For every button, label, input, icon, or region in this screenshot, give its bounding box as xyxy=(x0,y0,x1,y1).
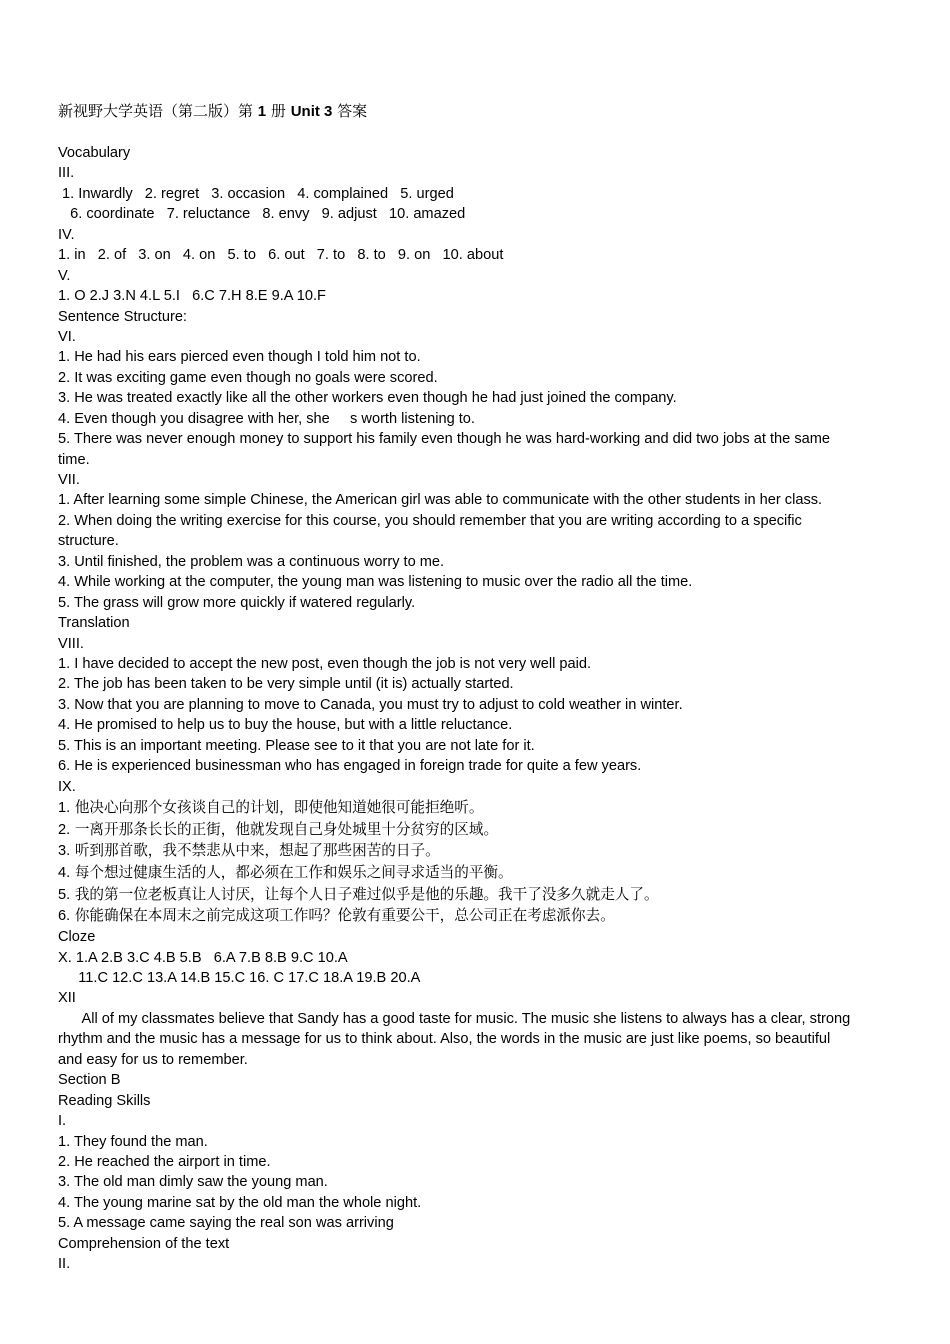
text-line: Reading Skills xyxy=(58,1092,151,1109)
text-line: rhythm and the music has a message for us to think about. Also, the words in the music are just like poems, so beautiful xyxy=(58,1031,831,1048)
text-line: IV. xyxy=(58,226,75,243)
chinese-text: 我的第一位老板真让人讨厌，让每个人日子难过似乎是他的乐趣。我干了没多久就走人了。 xyxy=(74,885,659,903)
text-line: 6. He is experienced businessman who has engaged in foreign trade for quite a few years. xyxy=(58,758,642,775)
text-line: 2. The job has been taken to be very simple until (it is) actually started. xyxy=(58,676,514,693)
title-part3: 答案 xyxy=(337,102,368,120)
text-line: 4. He promised to help us to buy the house, but with a little reluctance. xyxy=(58,717,513,734)
item-number: 4. xyxy=(58,865,71,882)
item-number: 5. xyxy=(58,886,71,903)
text-line: I. xyxy=(58,1113,67,1130)
text-line: 5. There was never enough money to support his family even though he was hard-working and did two jobs at the same xyxy=(58,431,831,448)
text-line: III. xyxy=(58,165,75,182)
answer-document xyxy=(58,98,888,1275)
text-line: 3. He was treated exactly like all the other workers even though he had just joined the company. xyxy=(58,390,677,407)
text-line: 3. The old man dimly saw the young man. xyxy=(58,1174,328,1191)
chinese-translation-line xyxy=(58,819,888,841)
text-line: and easy for us to remember. xyxy=(58,1051,248,1068)
text-line: Cloze xyxy=(58,929,96,946)
text-line: II. xyxy=(58,1256,71,1273)
text-line: VIII. xyxy=(58,635,84,652)
text-line: XII xyxy=(58,990,76,1007)
text-line: 3. Now that you are planning to move to Canada, you must try to adjust to cold weather in winter. xyxy=(58,696,683,713)
chinese-translation-line xyxy=(58,905,888,927)
text-line: 2. He reached the airport in time. xyxy=(58,1153,271,1170)
chinese-translation-line xyxy=(58,884,888,906)
text-line: 1. O 2.J 3.N 4.L 5.I 6.C 7.H 8.E 9.A 10.F xyxy=(58,288,326,305)
text-line: 4. Even though you disagree with her, she s worth listening to. xyxy=(58,410,475,427)
text-line: Vocabulary xyxy=(58,145,131,161)
text-line: 1. After learning some simple Chinese, the American girl was able to communicate with the other students in her class. xyxy=(58,492,823,509)
text-line: 1. in 2. of 3. on 4. on 5. to 6. out 7. to 8. to 9. on 10. about xyxy=(58,247,504,264)
chinese-text: 他决心向那个女孩谈自己的计划，即使他知道她很可能拒绝听。 xyxy=(74,799,484,816)
item-number: 1. xyxy=(58,800,71,816)
text-line: VI. xyxy=(58,328,76,345)
chinese-text: 一离开那条长长的正街，他就发现自己身处城里十分贫穷的区域。 xyxy=(74,820,499,838)
text-line: VII. xyxy=(58,472,80,488)
text-line: 1. I have decided to accept the new post, even though the job is not very well paid. xyxy=(58,655,592,672)
item-number: 6. xyxy=(58,908,71,925)
chinese-text: 听到那首歌，我不禁悲从中来，想起了那些困苦的日子。 xyxy=(74,842,440,860)
text-line: 2. When doing the writing exercise for this course, you should remember that you are writing according to a specific xyxy=(58,512,802,529)
text-line: 1. He had his ears pierced even though I told him not to. xyxy=(58,349,421,366)
text-line: 5. This is an important meeting. Please see to it that you are not late for it. xyxy=(58,737,535,754)
text-line: IX. xyxy=(58,778,76,795)
text-line: 4. The young marine sat by the old man the whole night. xyxy=(58,1194,422,1211)
title-unit: Unit 3 xyxy=(290,103,333,120)
text-line: structure. xyxy=(58,533,119,550)
title-part1: 新视野大学英语（第二版）第 xyxy=(58,102,254,120)
text-line: 5. The grass will grow more quickly if watered regularly. xyxy=(58,594,416,611)
document-title xyxy=(58,98,888,124)
text-line: 11.C 12.C 13.A 14.B 15.C 16. C 17.C 18.A 19.B 20.A xyxy=(58,970,421,986)
item-number: 2. xyxy=(58,821,71,838)
chinese-translation-line xyxy=(58,840,888,862)
text-line: 1. Inwardly 2. regret 3. occasion 4. complained 5. urged xyxy=(58,185,454,202)
text-line: Sentence Structure: xyxy=(58,308,187,325)
chinese-translation-line xyxy=(58,797,888,819)
text-line: 3. Until finished, the problem was a continuous worry to me. xyxy=(58,553,445,570)
text-line: All of my classmates believe that Sandy has a good taste for music. The music she listens to always has a clear, strong xyxy=(58,1010,851,1027)
text-line: X. 1.A 2.B 3.C 4.B 5.B 6.A 7.B 8.B 9.C 10.A xyxy=(58,949,348,966)
text-line: 5. A message came saying the real son was arriving xyxy=(58,1215,394,1232)
text-line: Section B xyxy=(58,1072,121,1089)
title-book-number: 1 xyxy=(257,103,267,120)
title-part2: 册 xyxy=(270,102,286,120)
text-line: Comprehension of the text xyxy=(58,1235,230,1252)
item-number: 3. xyxy=(58,843,71,860)
text-line: 2. It was exciting game even though no goals were scored. xyxy=(58,369,438,386)
text-line: V. xyxy=(58,267,71,284)
chinese-text: 你能确保在本周末之前完成这项工作吗？伦敦有重要公干，总公司正在考虑派你去。 xyxy=(74,907,615,925)
text-line: Translation xyxy=(58,615,130,632)
chinese-translation-line xyxy=(58,862,888,884)
text-line: time. xyxy=(58,451,90,468)
text-line: 6. coordinate 7. reluctance 8. envy 9. adjust 10. amazed xyxy=(58,206,466,223)
text-line: 1. They found the man. xyxy=(58,1133,208,1150)
answers-block-cloze-to-section-b xyxy=(58,927,888,1274)
answers-block-vocabulary-to-translation xyxy=(58,143,888,797)
answers-block-chinese-translation xyxy=(58,797,888,927)
text-line: 4. While working at the computer, the young man was listening to music over the radio all the time. xyxy=(58,574,693,591)
chinese-text: 每个想过健康生活的人，都必须在工作和娱乐之间寻求适当的平衡。 xyxy=(74,864,513,882)
